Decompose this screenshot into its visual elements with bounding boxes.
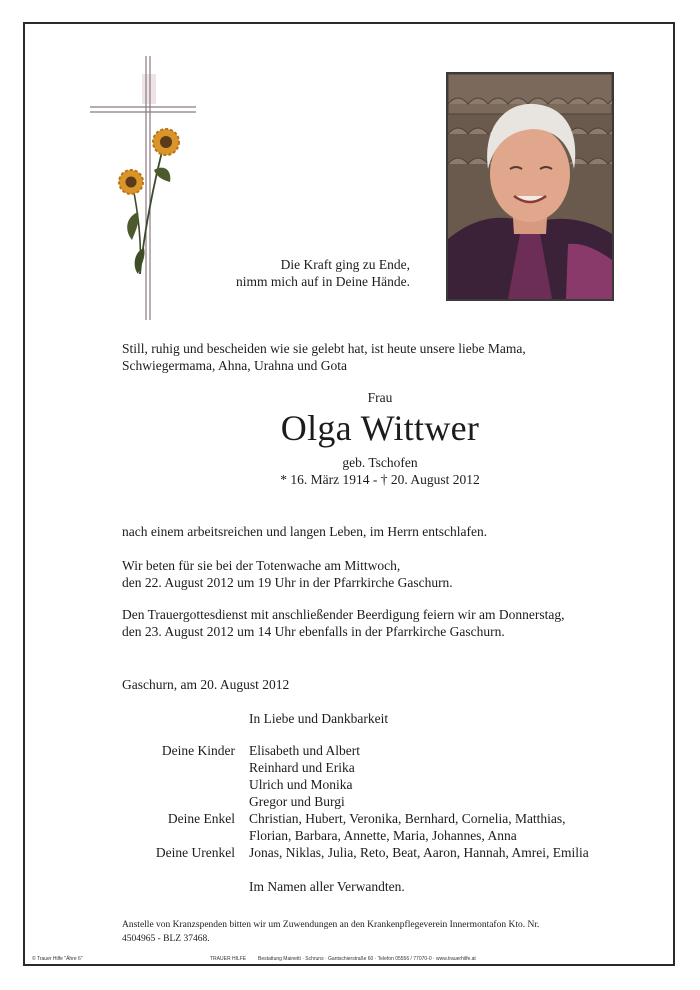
intro-text: Still, ruhig und bescheiden wie sie gelebt hat, ist heute unsere liebe Mama, Schwiegermama, Ahna, Urahna und Gota xyxy=(122,341,526,373)
imprint-middle: TRAUER HILFE xyxy=(210,956,247,962)
motto-line-2: nimm mich auf in Deine Hände. xyxy=(236,274,410,289)
great-grandchildren-line: Jonas, Niklas, Julia, Reto, Beat, Aaron, Hannah, Amrei, Emilia xyxy=(249,845,589,860)
paragraph-funeral xyxy=(122,606,642,640)
donation-note xyxy=(122,918,617,946)
portrait-image xyxy=(448,74,612,299)
deceased-name: Olga Wittwer xyxy=(280,408,480,448)
place-date: Gaschurn, am 20. August 2012 xyxy=(122,677,290,692)
child-entry: Reinhard und Erika xyxy=(249,760,355,775)
deceased-maiden-name: geb. Tschofen xyxy=(342,455,418,470)
donation-note-line-1: Anstelle von Kranzspenden bitten wir um Zuwendungen an den Krankenpflegeverein Innermontafon Kto. Nr. xyxy=(122,920,540,930)
child-entry: Gregor und Burgi xyxy=(249,794,345,809)
funeral-line-1: Den Trauergottesdienst mit anschließender Beerdigung feiern wir am Donnerstag, xyxy=(122,607,565,622)
paragraph-wake xyxy=(122,557,622,591)
motto-line-1: Die Kraft ging zu Ende, xyxy=(280,257,410,272)
grandchildren-list xyxy=(249,810,629,844)
child-entry: Elisabeth und Albert xyxy=(249,743,360,758)
great-grandchildren-list xyxy=(249,844,649,861)
great-grandchildren-label: Deine Urenkel xyxy=(155,845,235,860)
child-entry: Ulrich und Monika xyxy=(249,777,353,792)
funeral-line-2: den 23. August 2012 um 14 Uhr ebenfalls in der Pfarrkirche Gaschurn. xyxy=(122,624,505,639)
children-list xyxy=(249,742,629,810)
imprint-left: © Trauer Hilfe "Ähre 6" xyxy=(32,956,83,962)
motto xyxy=(236,256,410,290)
grandchildren-line: Florian, Barbara, Annette, Maria, Johannes, Anna xyxy=(249,828,517,843)
deceased-dates: * 16. März 1914 - † 20. August 2012 xyxy=(280,472,480,487)
donation-note-line-2: 4504965 - BLZ 37468. xyxy=(122,934,210,944)
deceased-title: Frau xyxy=(367,390,393,405)
closing-all-relatives: Im Namen aller Verwandten. xyxy=(249,879,405,894)
portrait-photo xyxy=(446,72,614,301)
grandchildren-label: Deine Enkel xyxy=(167,811,235,826)
cross-with-sunflowers-icon xyxy=(88,52,200,324)
wake-line-2: den 22. August 2012 um 19 Uhr in der Pfarrkirche Gaschurn. xyxy=(122,575,453,590)
children-label: Deine Kinder xyxy=(161,743,235,758)
imprint-right: Bestattung Mainetti · Schruns · Gantschierstraße 60 · Telefon 05556 / 77070-0 · www.trauerhilfe.at xyxy=(258,956,476,962)
grandchildren-line: Christian, Hubert, Veronika, Bernhard, Cornelia, Matthias, xyxy=(249,811,566,826)
wake-line-1: Wir beten für sie bei der Totenwache am Mittwoch, xyxy=(122,558,401,573)
closing-love-gratitude: In Liebe und Dankbarkeit xyxy=(249,711,389,726)
paragraph-passed-away: nach einem arbeitsreichen und langen Leben, im Herrn entschlafen. xyxy=(122,524,488,539)
